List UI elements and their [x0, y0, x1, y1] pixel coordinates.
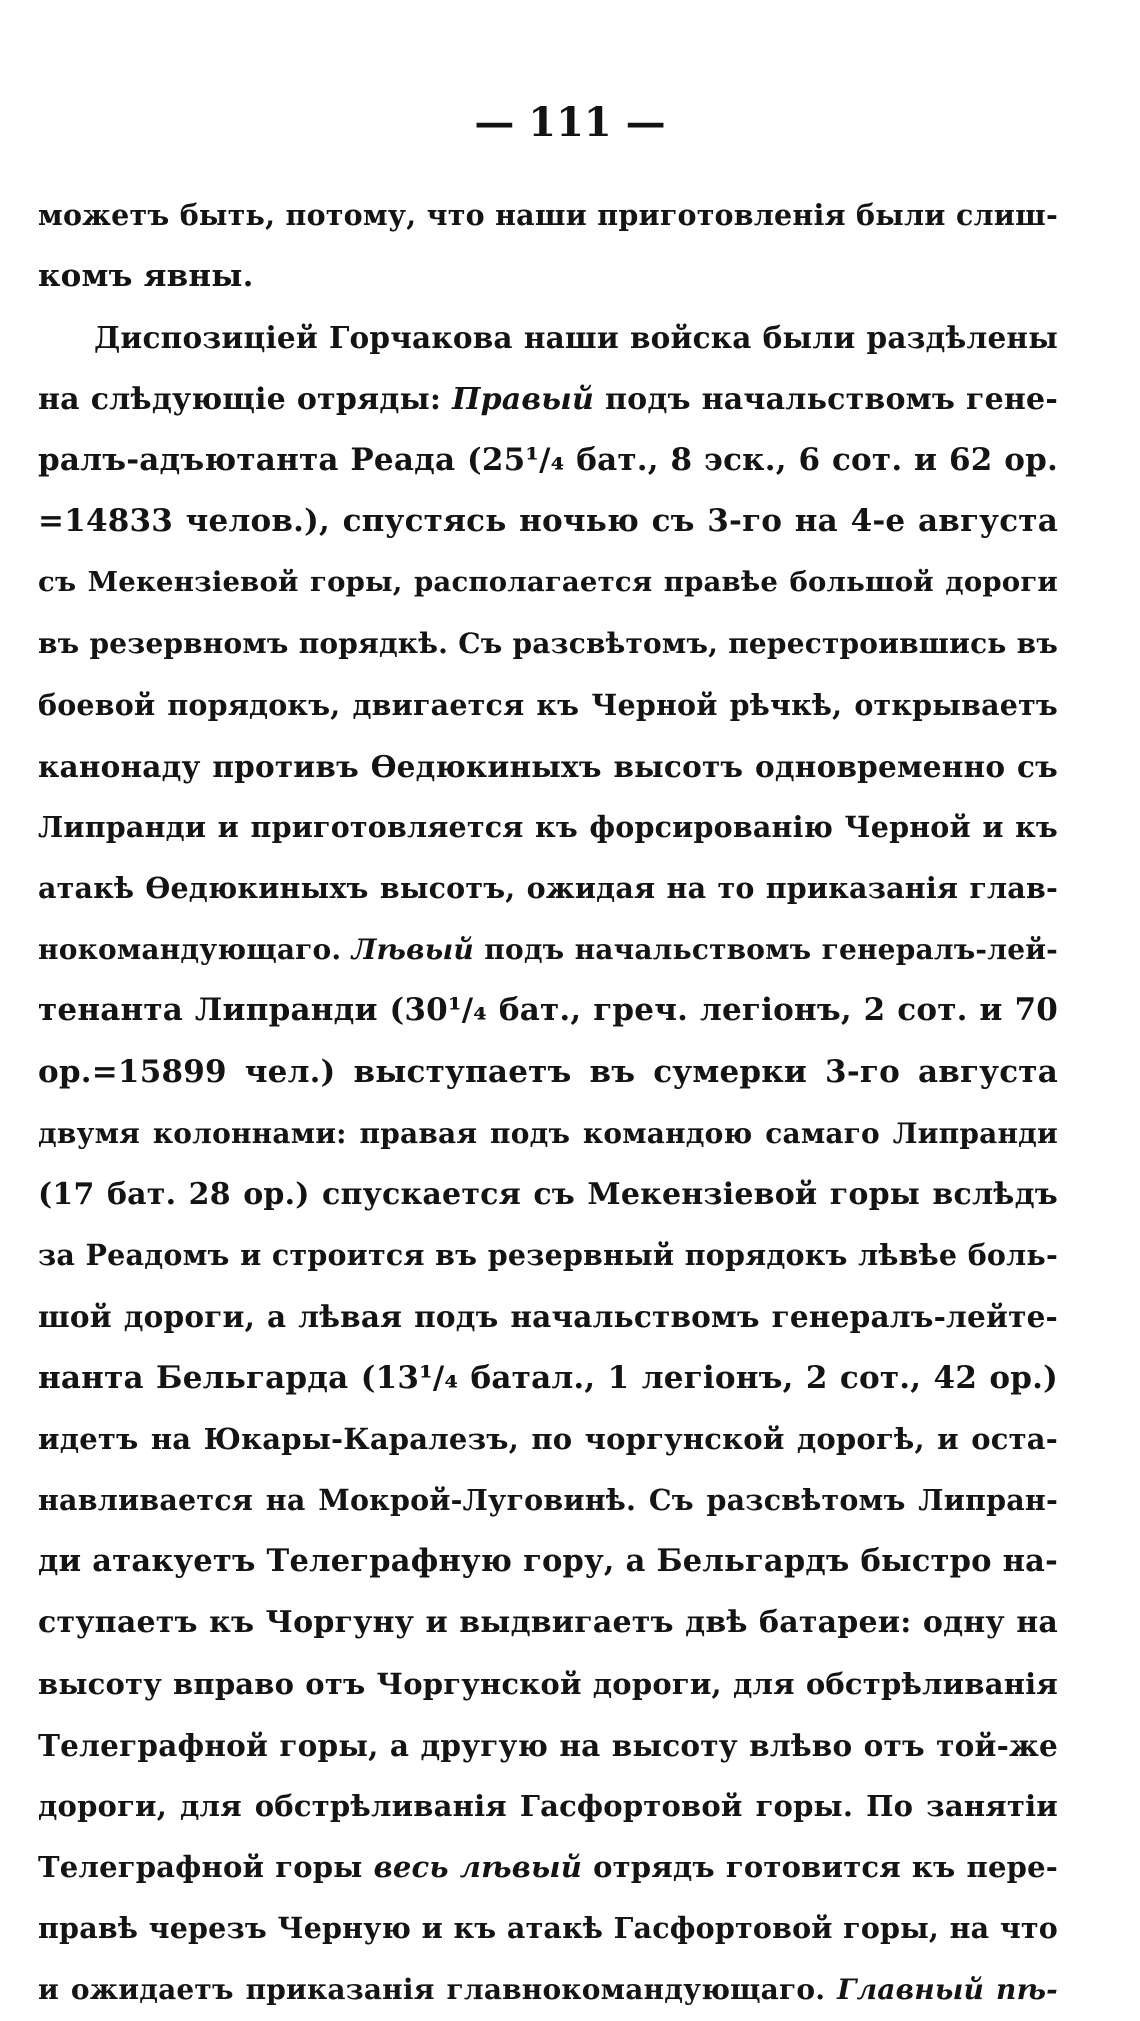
text-line: [38, 736, 1058, 797]
italic-text: Правый: [452, 381, 595, 417]
text-run: навливается на Мокрой-Луговинѣ. Съ разсвѣтомъ Липран-: [38, 1482, 1058, 1517]
text-line: [38, 797, 1058, 858]
text-line: [38, 1470, 1058, 1531]
text-line: [38, 1225, 1058, 1286]
text-run: нокомандующаго.: [38, 933, 352, 967]
text-line: [38, 369, 1058, 430]
text-run: Телеграфной горы: [38, 1850, 374, 1885]
text-line: [38, 613, 1058, 674]
text-run: подъ начальствомъ генералъ-лей-: [474, 933, 1058, 967]
text-line: [38, 1592, 1058, 1653]
page-number: — 111 —: [474, 99, 666, 146]
text-line: [38, 1348, 1058, 1409]
text-run: ступаетъ къ Чоргуну и выдвигаетъ двѣ батареи: одну на: [38, 1605, 1058, 1641]
text-line: [38, 858, 1058, 919]
text-line: [38, 1837, 1058, 1898]
text-line: [38, 1898, 1058, 1959]
text-run: комъ явны.: [38, 258, 254, 295]
text-run: Липранди и приготовляется къ форсированію Черной и къ: [38, 809, 1058, 844]
text-run: тенанта Липранди (30¹/₄ бат., греч. легіонъ, 2 сот. и 70: [38, 992, 1058, 1029]
text-run: шой дороги, а лѣвая подъ начальствомъ генералъ-лейте-: [38, 1299, 1058, 1335]
text-run: ралъ-адъютанта Реада (25¹/₄ бат., 8 эск., 6 сот. и 62 ор.: [38, 441, 1058, 478]
text-run: боевой порядокъ, двигается къ Черной рѣчкѣ, открываетъ: [38, 687, 1058, 722]
text-line: [38, 1286, 1058, 1347]
text-line: [38, 185, 1058, 246]
text-run: (17 бат. 28 ор.) спускается съ Мекензіевой горы вслѣдъ: [38, 1177, 1058, 1212]
text-run: въ резервномъ порядкѣ. Съ разсвѣтомъ, перестроившись въ: [38, 627, 1058, 661]
text-run: =14833 челов.), спустясь ночью съ 3-го на 4-е августа: [38, 502, 1058, 539]
text-run: ди атакуетъ Телеграфную гору, а Бельгардъ быстро на-: [38, 1543, 1058, 1580]
text-line: [38, 430, 1058, 491]
italic-text: весь лѣвый: [373, 1850, 583, 1885]
text-line: [38, 1715, 1058, 1776]
text-run: дороги, для обстрѣливанія Гасфортовой горы. По занятіи: [38, 1788, 1058, 1823]
italic-text: Лѣвый: [351, 933, 474, 967]
text-line: [38, 980, 1058, 1041]
text-run: канонаду противъ Ѳедюкиныхъ высотъ одновременно съ: [38, 748, 1058, 784]
text-run: за Реадомъ и строится въ резервный порядокъ лѣвѣе боль-: [38, 1238, 1058, 1273]
text-run: отрядъ готовится къ пере-: [582, 1850, 1058, 1885]
text-run: на слѣдующіе отряды:: [38, 381, 453, 417]
text-line: [38, 675, 1058, 736]
text-line: [38, 1776, 1058, 1837]
text-run: нанта Бельгарда (13¹/₄ батал., 1 легіонъ, 2 сот., 42 ор.): [38, 1359, 1058, 1396]
text-line: [38, 919, 1058, 980]
text-line: [38, 491, 1058, 552]
text-line: [38, 1654, 1058, 1715]
text-line: [38, 1103, 1058, 1164]
text-run: ор.=15899 чел.) выступаетъ въ сумерки 3-го августа: [38, 1053, 1058, 1090]
body-text: [38, 185, 1058, 2021]
text-line: [38, 1959, 1058, 2020]
text-run: идетъ на Юкары-Каралезъ, по чоргунской дорогѣ, и оста-: [38, 1421, 1058, 1456]
text-run: и ожидаетъ приказанія главнокомандующаго.: [38, 1973, 838, 2007]
text-line: [38, 1164, 1058, 1225]
text-run: двумя колоннами: правая подъ командою самаго Липранди: [38, 1116, 1058, 1150]
text-line: [38, 1042, 1058, 1103]
text-run: Диспозиціей Горчакова наши войска были раздѣлены: [94, 320, 1058, 356]
text-line: [38, 1531, 1058, 1592]
text-line: [38, 1409, 1058, 1470]
text-run: правѣ черезъ Черную и къ атакѣ Гасфортовой горы, на что: [38, 1911, 1058, 1946]
text-line: [38, 307, 1058, 368]
text-run: атакѣ Ѳедюкиныхъ высотъ, ожидая на то приказанія глав-: [38, 871, 1058, 906]
text-line: [38, 552, 1058, 613]
text-run: высоту вправо отъ Чоргунской дороги, для обстрѣливанія: [38, 1666, 1058, 1701]
text-run: съ Мекензіевой горы, располагается правѣе большой дороги: [38, 566, 1058, 599]
text-run: подъ начальствомъ гене-: [594, 381, 1058, 417]
italic-text: Главный пѣ-: [837, 1973, 1058, 2007]
text-line: [38, 246, 1058, 307]
text-run: можетъ быть, потому, что наши приготовленія были слиш-: [38, 198, 1058, 232]
text-run: Телеграфной горы, а другую на высоту влѣво отъ той-же: [38, 1727, 1058, 1763]
